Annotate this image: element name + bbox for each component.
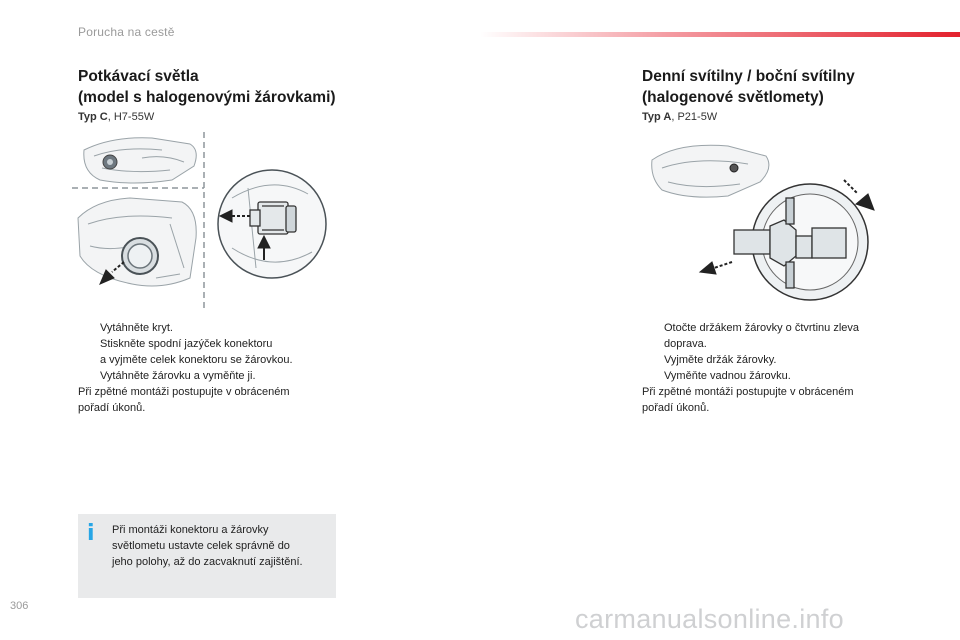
left-title-line1: Potkávací světla	[78, 68, 199, 85]
left-step-1	[78, 320, 348, 336]
right-step-1-line2: doprava.	[664, 338, 707, 350]
left-bulb-type: Typ C	[78, 111, 108, 123]
right-step-2-text: Vyjměte držák žárovky.	[664, 354, 777, 366]
left-title-line2: (model s halogenovými žárovkami)	[78, 89, 336, 106]
info-line3: jeho polohy, až do zacvaknutí zajištění.	[112, 556, 303, 568]
left-step-3	[78, 368, 348, 384]
left-step-2	[78, 336, 348, 368]
page-number: 306	[10, 600, 29, 612]
right-note-line1: Při zpětné montáži postupujte v obráceném	[642, 386, 854, 398]
right-bulb-value: , P21-5W	[671, 111, 718, 123]
left-note-line1: Při zpětné montáži postupujte v obráceném	[78, 386, 290, 398]
right-step-1	[642, 320, 912, 352]
left-bulb-spec	[78, 111, 154, 123]
left-steps	[78, 320, 348, 416]
left-step-3-text: Vytáhněte žárovku a vyměňte ji.	[100, 370, 256, 382]
right-steps	[642, 320, 912, 416]
info-icon: i	[87, 521, 95, 546]
info-line1: Při montáži konektoru a žárovky	[112, 524, 269, 536]
left-step-2-line1: Stiskněte spodní jazýček konektoru	[100, 338, 273, 350]
left-step-2-line2: a vyjměte celek konektoru se žárovkou.	[100, 354, 293, 366]
header-accent-bar	[480, 32, 960, 37]
info-text	[112, 522, 330, 570]
info-line2: světlometu ustavte celek správně do	[112, 540, 290, 552]
headlamp-low-beam-replacement-diagram	[72, 128, 332, 310]
left-note-line2: pořadí úkonů.	[78, 402, 146, 414]
pull-out-arrow	[700, 262, 732, 274]
info-box	[78, 514, 336, 598]
left-step-1-text: Vytáhněte kryt.	[100, 322, 173, 334]
daytime-light-bulb-holder-diagram	[648, 138, 888, 304]
right-step-3-text: Vyměňte vadnou žárovku.	[664, 370, 791, 382]
watermark-text: carmanualsonline.info	[575, 604, 844, 634]
headlamp-top-sketch	[84, 138, 196, 183]
page-header-title: Porucha na cestě	[78, 25, 175, 39]
right-step-3	[642, 368, 912, 384]
right-bulb-spec	[642, 111, 717, 123]
left-section-title	[78, 66, 336, 108]
right-headlamp-sketch	[652, 145, 769, 197]
left-bulb-value: , H7-55W	[107, 111, 155, 123]
right-note-line2: pořadí úkonů.	[642, 402, 710, 414]
right-bulb-type: Typ A	[642, 111, 672, 123]
right-title-line2: (halogenové světlomety)	[642, 89, 824, 106]
right-step-2	[642, 352, 912, 368]
right-holder-marker	[730, 164, 738, 172]
right-step-1-line1: Otočte držákem žárovky o čtvrtinu zleva	[664, 322, 860, 334]
right-section-title	[642, 66, 855, 108]
right-title-line1: Denní svítilny / boční svítilny	[642, 68, 855, 85]
